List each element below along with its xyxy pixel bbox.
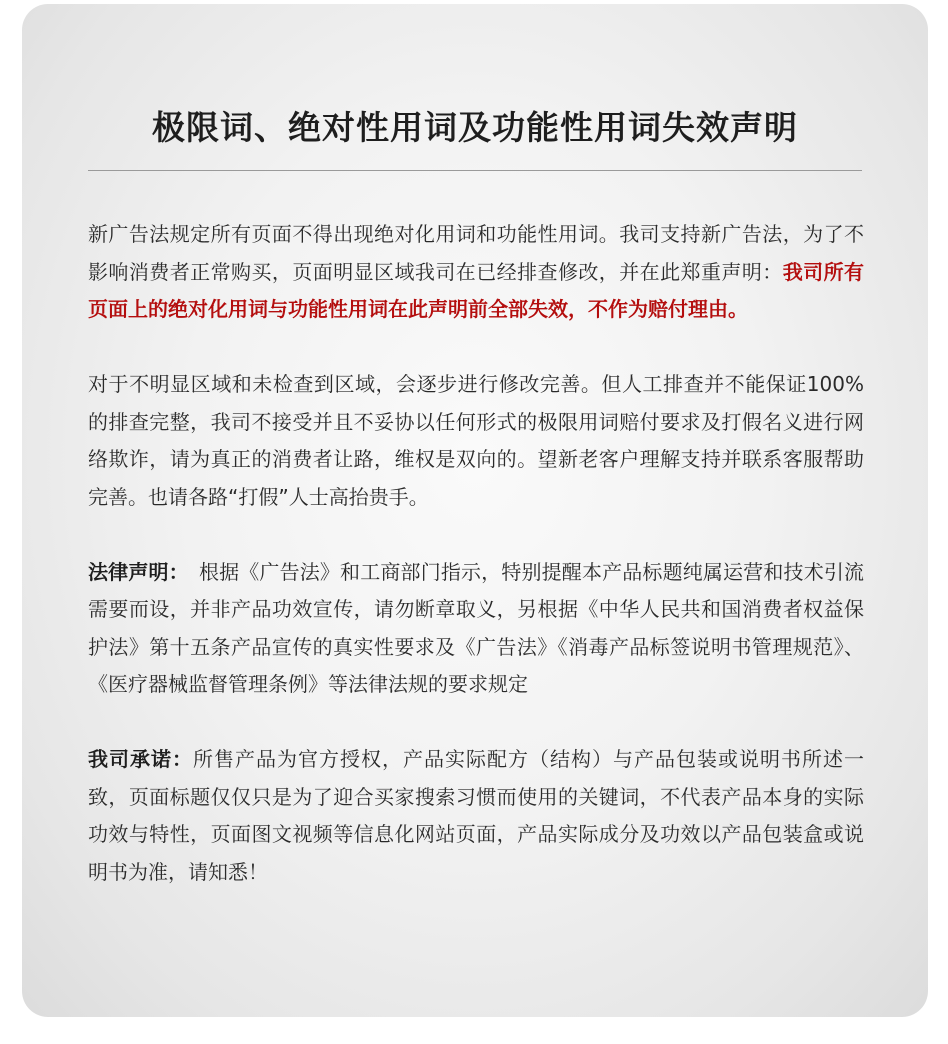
legal-lead-label: 法律声明： (88, 559, 179, 584)
paragraph-intro (88, 216, 864, 329)
paragraph-commitment (88, 741, 864, 891)
paragraph-legal (88, 554, 864, 704)
paragraph-text: 新广告法规定所有页面不得出现绝对化用词和功能性用词。我司支持新广告法，为了不影响消费者正常购买，页面明显区域我司在已经排查修改，并在此郑重声明： (88, 222, 864, 284)
commitment-lead-label: 我司承诺： (88, 747, 193, 771)
highlight-text: 我司所有页面上的绝对化用词与功能性用词在此声明前全部失效，不作为赔付理由。 (88, 259, 865, 321)
paragraph-text: 对于不明显区域和未检查到区域，会逐步进行修改完善。但人工排查并不能保证100%的排查完整，我司不接受并且不妥协以任何形式的极限用词赔付要求及打假名义进行网络欺诈，请为真正的消费者让路，维权是双向的。望新老客户理解支持并联系客服帮助完善。也请各路“打假”人士高抬贵手。 (88, 372, 864, 509)
page-title: 极限词、绝对性用词及功能性用词失效声明 (152, 108, 798, 147)
paragraph-notice (88, 366, 864, 516)
paragraph-text: 所售产品为官方授权，产品实际配方（结构）与产品包装或说明书所述一致，页面标题仅仅只是为了迎合买家搜索习惯而使用的关键词，不代表产品本身的实际功效与特性，页面图文视频等信息化网站页面，产品实际成分及功效以产品包装盒或说明书为准，请知悉！ (88, 747, 864, 884)
paragraph-text: 根据《广告法》和工商部门指示，特别提醒本产品标题纯属运营和技术引流需要而设，并非产品功效宣传，请勿断章取义，另根据《中华人民共和国消费者权益保护法》第十五条产品宣传的真实性要求及《广告法》《消毒产品标签说明书管理规范》、《医疗器械监督管理条例》等法律法规的要求规定 (88, 559, 865, 696)
statement-card (22, 4, 928, 1017)
title-divider (88, 170, 862, 171)
statement-body (88, 216, 864, 891)
